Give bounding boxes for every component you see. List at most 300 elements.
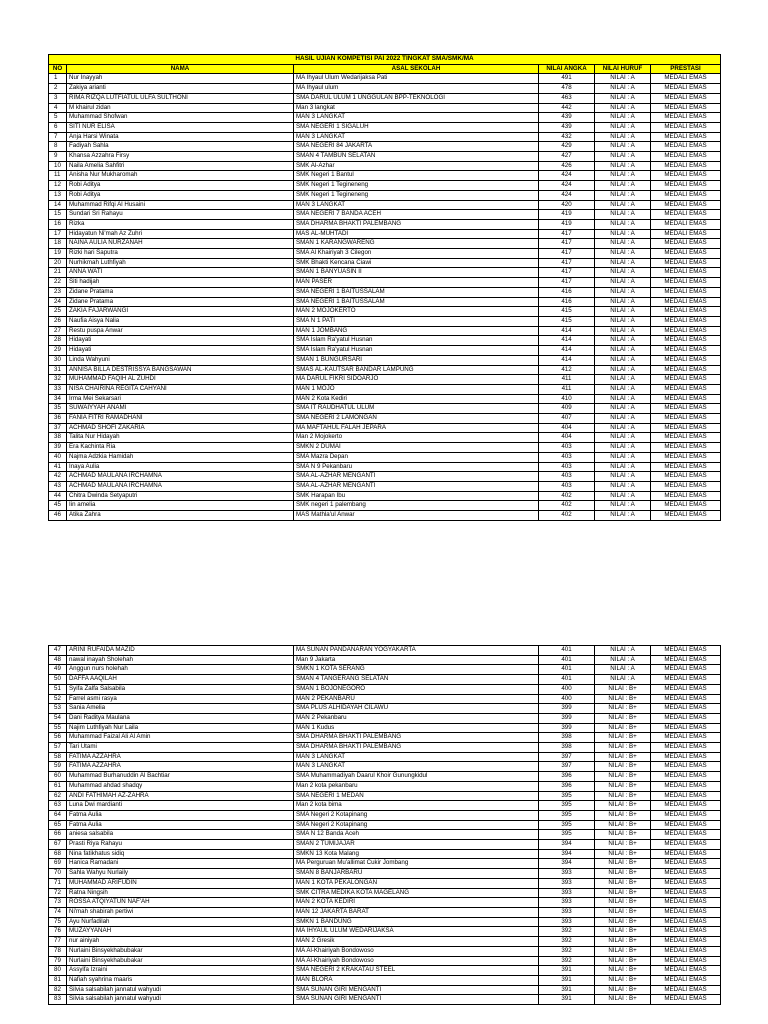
cell-prestasi: MEDALI EMAS [651,830,721,840]
cell-no: 51 [49,684,67,694]
cell-nilai-huruf: NILAI : A [595,452,651,462]
cell-prestasi: MEDALI EMAS [651,888,721,898]
cell-asal-sekolah: SMA NEGERI 1 BAITUSSALAM [294,287,539,297]
cell-nilai-huruf: NILAI : B+ [595,791,651,801]
cell-nama: Nurlaini Binsyekhabubakar [67,946,294,956]
cell-nilai-angka: 429 [539,142,595,152]
cell-nama: DAFFA AAQILAH [67,675,294,685]
cell-nama: Muhammad Faizal Ali Al Amin [67,733,294,743]
cell-nilai-huruf: NILAI : A [595,316,651,326]
table-row [49,810,721,820]
table-row [49,171,721,181]
cell-asal-sekolah: MA Perguruan Mu'allimat Cukir Jombang [294,859,539,869]
cell-asal-sekolah: MAN BLORA [294,975,539,985]
table-row [49,200,721,210]
cell-no: 43 [49,481,67,491]
table-row [49,472,721,482]
table-row [49,830,721,840]
cell-asal-sekolah: SMA NEGERI 1 MEDAN [294,791,539,801]
cell-prestasi: MEDALI EMAS [651,336,721,346]
table-row [49,297,721,307]
cell-prestasi: MEDALI EMAS [651,132,721,142]
cell-nilai-huruf: NILAI : A [595,190,651,200]
cell-nilai-huruf: NILAI : A [595,74,651,84]
cell-asal-sekolah: SMA PLUS ALHIDAYAH CILAWU [294,704,539,714]
cell-nilai-huruf: NILAI : A [595,404,651,414]
cell-nilai-angka: 432 [539,132,595,142]
cell-nilai-huruf: NILAI : A [595,346,651,356]
table-body-page-1 [49,74,721,520]
cell-asal-sekolah: SMAN 1 KARANGWARENG [294,239,539,249]
table-row [49,433,721,443]
cell-asal-sekolah: SMK Negeri 1 Tegineneng [294,181,539,191]
cell-prestasi: MEDALI EMAS [651,394,721,404]
cell-asal-sekolah: SMK negeri 1 palembang [294,501,539,511]
table-row [49,239,721,249]
cell-prestasi: MEDALI EMAS [651,840,721,850]
cell-prestasi: MEDALI EMAS [651,161,721,171]
cell-nama: Tari Utami [67,743,294,753]
cell-no: 80 [49,966,67,976]
cell-asal-sekolah: SMA DHARMA BHAKTI PALEMBANG [294,733,539,743]
cell-no: 65 [49,820,67,830]
cell-prestasi: MEDALI EMAS [651,365,721,375]
table-title: HASIL UJIAN KOMPETISI PAI 2022 TINGKAT SMA/SMK/MA [49,55,721,65]
cell-nilai-angka: 417 [539,249,595,259]
table-row [49,384,721,394]
cell-no: 30 [49,355,67,365]
cell-nilai-angka: 419 [539,210,595,220]
cell-asal-sekolah: SMA AL-AZHAR MENGANTI [294,472,539,482]
cell-nilai-angka: 414 [539,326,595,336]
table-row [49,665,721,675]
table-row [49,93,721,103]
table-row [49,404,721,414]
cell-asal-sekolah: SMA Negeri 2 Kotapinang [294,820,539,830]
cell-no: 76 [49,927,67,937]
cell-nilai-huruf: NILAI : A [595,501,651,511]
cell-nilai-huruf: NILAI : B+ [595,859,651,869]
table-row [49,74,721,84]
table-row [49,655,721,665]
cell-nilai-angka: 417 [539,278,595,288]
cell-prestasi: MEDALI EMAS [651,772,721,782]
cell-nama: Sundari Sri Rahayu [67,210,294,220]
cell-asal-sekolah: MAN 12 JAKARTA BARAT [294,907,539,917]
cell-prestasi: MEDALI EMAS [651,762,721,772]
table-row [49,84,721,94]
cell-prestasi: MEDALI EMAS [651,93,721,103]
cell-prestasi: MEDALI EMAS [651,404,721,414]
cell-nilai-huruf: NILAI : A [595,326,651,336]
table-row [49,287,721,297]
table-row [49,190,721,200]
table-row [49,878,721,888]
cell-prestasi: MEDALI EMAS [651,210,721,220]
cell-nilai-huruf: NILAI : B+ [595,966,651,976]
cell-nilai-angka: 393 [539,888,595,898]
cell-nama: Najma Adzkia Hamidah [67,452,294,462]
cell-nilai-angka: 399 [539,713,595,723]
table-row [49,723,721,733]
cell-nama: ACHMAD SHOFI ZAKARIA [67,423,294,433]
cell-prestasi: MEDALI EMAS [651,956,721,966]
cell-nilai-angka: 424 [539,181,595,191]
table-row [49,375,721,385]
cell-nilai-huruf: NILAI : B+ [595,723,651,733]
table-row [49,268,721,278]
cell-prestasi: MEDALI EMAS [651,462,721,472]
cell-asal-sekolah: Man 3 langkat [294,103,539,113]
table-row [49,704,721,714]
cell-no: 14 [49,200,67,210]
header-asal-sekolah: ASAL SEKOLAH [294,64,539,74]
table-row [49,278,721,288]
cell-prestasi: MEDALI EMAS [651,907,721,917]
table-row [49,675,721,685]
cell-no: 48 [49,655,67,665]
cell-prestasi: MEDALI EMAS [651,258,721,268]
cell-asal-sekolah: SMA Al Khairiyah 3 Cilegon [294,249,539,259]
cell-nama: SITI NUR ELISA [67,122,294,132]
header-nilai-huruf: NILAI HURUF [595,64,651,74]
cell-no: 39 [49,443,67,453]
cell-prestasi: MEDALI EMAS [651,975,721,985]
table-row [49,316,721,326]
cell-prestasi: MEDALI EMAS [651,375,721,385]
cell-no: 13 [49,190,67,200]
cell-nilai-huruf: NILAI : A [595,278,651,288]
cell-nama: FATIMA AZZAHRA [67,762,294,772]
cell-asal-sekolah: SMK Negeri 1 Bantul [294,171,539,181]
cell-nama: ROSSA ATQIYATUN NAF'AH [67,898,294,908]
cell-nama: Fadiyah Sahla [67,142,294,152]
cell-nilai-angka: 426 [539,161,595,171]
cell-nilai-huruf: NILAI : A [595,462,651,472]
cell-no: 52 [49,694,67,704]
cell-nilai-angka: 399 [539,704,595,714]
table-row [49,501,721,511]
cell-nilai-huruf: NILAI : B+ [595,869,651,879]
cell-prestasi: MEDALI EMAS [651,995,721,1005]
cell-no: 6 [49,122,67,132]
cell-nilai-angka: 417 [539,268,595,278]
cell-nilai-huruf: NILAI : B+ [595,830,651,840]
cell-nilai-huruf: NILAI : B+ [595,840,651,850]
cell-nilai-huruf: NILAI : A [595,103,651,113]
cell-no: 27 [49,326,67,336]
results-table-page-1 [48,54,721,521]
header-no: NO [49,64,67,74]
table-row [49,956,721,966]
cell-nilai-huruf: NILAI : A [595,491,651,501]
cell-asal-sekolah: MAN 1 MOJO [294,384,539,394]
cell-nilai-huruf: NILAI : A [595,307,651,317]
cell-nilai-huruf: NILAI : A [595,365,651,375]
cell-prestasi: MEDALI EMAS [651,820,721,830]
cell-asal-sekolah: MA Al-Khairiyah Bondowoso [294,946,539,956]
cell-nama: Naufia Aisya Nalia [67,316,294,326]
cell-nama: Hidayati [67,336,294,346]
cell-nilai-angka: 391 [539,966,595,976]
cell-nilai-huruf: NILAI : B+ [595,713,651,723]
cell-asal-sekolah: SMK CITRA MEDIKA KOTA MAGELANG [294,888,539,898]
table-row [49,462,721,472]
cell-nilai-huruf: NILAI : B+ [595,917,651,927]
table-row [49,326,721,336]
cell-no: 56 [49,733,67,743]
cell-nilai-huruf: NILAI : B+ [595,704,651,714]
cell-nama: Atika Zahra [67,511,294,521]
cell-nama: Muhammad ahdad shadqy [67,781,294,791]
cell-nilai-huruf: NILAI : B+ [595,684,651,694]
cell-nilai-angka: 392 [539,927,595,937]
table-row [49,801,721,811]
cell-prestasi: MEDALI EMAS [651,704,721,714]
cell-nilai-huruf: NILAI : A [595,219,651,229]
cell-asal-sekolah: SMA NEGERI 1 BAITUSSALAM [294,297,539,307]
cell-asal-sekolah: SMK Harapan Ibu [294,491,539,501]
table-body-page-2 [49,646,721,1005]
table-row [49,772,721,782]
table-row [49,219,721,229]
table-row [49,365,721,375]
cell-nama: ACHMAD MAULANA IRCHAMNA [67,481,294,491]
cell-nilai-huruf: NILAI : B+ [595,752,651,762]
cell-nama: ANNA WATI [67,268,294,278]
cell-prestasi: MEDALI EMAS [651,801,721,811]
cell-asal-sekolah: MA Al-Khairiyah Bondowoso [294,956,539,966]
cell-asal-sekolah: MA Ihyaul Ulum Wedarijaksa Pati [294,74,539,84]
cell-no: 67 [49,840,67,850]
cell-nama: Rizki hari Saputra [67,249,294,259]
cell-nilai-angka: 491 [539,74,595,84]
cell-nilai-angka: 394 [539,859,595,869]
cell-nama: Khansa Azzahra Firsy [67,152,294,162]
cell-nama: NISA CHAIRINA REGITA CAHYANI [67,384,294,394]
cell-no: 72 [49,888,67,898]
table-row [49,888,721,898]
cell-prestasi: MEDALI EMAS [651,268,721,278]
cell-nilai-huruf: NILAI : B+ [595,888,651,898]
cell-nama: Inaya Aulia [67,462,294,472]
cell-no: 46 [49,511,67,521]
cell-nama: MUHAMMAD ARIFUDIN [67,878,294,888]
cell-asal-sekolah: SMK Al-Azhar [294,161,539,171]
cell-nilai-huruf: NILAI : B+ [595,772,651,782]
cell-nama: Zakiya arianti [67,84,294,94]
cell-nama: Ayu Nurfadilah [67,917,294,927]
table-row [49,103,721,113]
cell-no: 68 [49,849,67,859]
table-row [49,869,721,879]
table-row [49,646,721,656]
cell-nilai-angka: 396 [539,781,595,791]
cell-asal-sekolah: SMA Negeri 2 Kotapinang [294,810,539,820]
cell-nama: Assyifa Izraini [67,966,294,976]
cell-nama: Ratna Ningsih [67,888,294,898]
cell-nama: ANNISA BILLA DESTRISSYA BANGSAWAN [67,365,294,375]
table-row [49,152,721,162]
cell-prestasi: MEDALI EMAS [651,452,721,462]
cell-asal-sekolah: MAS Mathla'ul Anwar [294,511,539,521]
cell-no: 25 [49,307,67,317]
cell-asal-sekolah: SMA Muhammadiyah Daarul Khoir Gunungkidul [294,772,539,782]
cell-nilai-angka: 442 [539,103,595,113]
cell-prestasi: MEDALI EMAS [651,675,721,685]
cell-asal-sekolah: MAN 2 KOTA KEDIRI [294,898,539,908]
cell-nama: Luna Dwi mardianti [67,801,294,811]
cell-nama: Nurlaini Binsyekhabubakar [67,956,294,966]
cell-asal-sekolah: Man 2 kota pekanbaru [294,781,539,791]
cell-nama: ZAKIA FAJARWANGI [67,307,294,317]
cell-asal-sekolah: MAN PASER [294,278,539,288]
cell-asal-sekolah: SMA NEGERI 1 SIGALUH [294,122,539,132]
cell-nama: Silvia salsabilah jannatul wahyudi [67,995,294,1005]
cell-nilai-huruf: NILAI : A [595,161,651,171]
cell-asal-sekolah: MAN 1 Kudus [294,723,539,733]
table-row [49,684,721,694]
cell-prestasi: MEDALI EMAS [651,190,721,200]
cell-nama: Ni'mah shabirah pertiwi [67,907,294,917]
cell-asal-sekolah: SMAN 4 TAMBUN SELATAN [294,152,539,162]
cell-prestasi: MEDALI EMAS [651,229,721,239]
cell-asal-sekolah: SMA NEGERI 84 JAKARTA [294,142,539,152]
cell-nilai-angka: 392 [539,946,595,956]
cell-nilai-huruf: NILAI : A [595,472,651,482]
table-row [49,491,721,501]
cell-no: 53 [49,704,67,714]
cell-nama: nawal inayah Sholehah [67,655,294,665]
cell-no: 17 [49,229,67,239]
cell-prestasi: MEDALI EMAS [651,713,721,723]
cell-asal-sekolah: SMK Negeri 1 Tegineneng [294,190,539,200]
table-row [49,820,721,830]
cell-prestasi: MEDALI EMAS [651,985,721,995]
cell-nilai-huruf: NILAI : B+ [595,762,651,772]
cell-prestasi: MEDALI EMAS [651,781,721,791]
cell-no: 24 [49,297,67,307]
cell-no: 29 [49,346,67,356]
cell-nilai-huruf: NILAI : A [595,142,651,152]
cell-no: 49 [49,665,67,675]
table-row [49,258,721,268]
cell-nama: Fatma Aulia [67,810,294,820]
cell-prestasi: MEDALI EMAS [651,684,721,694]
cell-nilai-angka: 424 [539,190,595,200]
cell-nama: Hidayatun Ni'mah Az Zuhri [67,229,294,239]
table-row [49,752,721,762]
cell-prestasi: MEDALI EMAS [651,927,721,937]
cell-nilai-angka: 414 [539,346,595,356]
cell-asal-sekolah: SMAN 1 BOJONEGORO [294,684,539,694]
cell-prestasi: MEDALI EMAS [651,74,721,84]
cell-nilai-angka: 397 [539,752,595,762]
cell-nama: Muhammad Rifqi Al Husaini [67,200,294,210]
cell-nama: M khairul zidan [67,103,294,113]
cell-nama: Muhammad Burhanuddin Al Bachtiar [67,772,294,782]
cell-no: 64 [49,810,67,820]
cell-asal-sekolah: SMA DHARMA BHAKTI PALEMBANG [294,219,539,229]
cell-nilai-huruf: NILAI : B+ [595,733,651,743]
cell-asal-sekolah: MAN 2 PEKANBARU [294,694,539,704]
cell-nilai-angka: 395 [539,830,595,840]
cell-no: 42 [49,472,67,482]
table-row [49,713,721,723]
cell-no: 58 [49,752,67,762]
cell-nilai-angka: 403 [539,443,595,453]
cell-nilai-angka: 393 [539,878,595,888]
cell-no: 55 [49,723,67,733]
results-sheet-page-1 [48,54,720,521]
table-row [49,995,721,1005]
table-row [49,181,721,191]
cell-asal-sekolah: MA SUNAN PANDANARAN YOGYAKARTA [294,646,539,656]
cell-no: 2 [49,84,67,94]
cell-nilai-huruf: NILAI : A [595,249,651,259]
cell-prestasi: MEDALI EMAS [651,355,721,365]
cell-asal-sekolah: MA IHYAUL ULUM WEDARIJAKSA [294,927,539,937]
cell-prestasi: MEDALI EMAS [651,316,721,326]
table-row [49,927,721,937]
cell-no: 26 [49,316,67,326]
cell-nilai-angka: 403 [539,481,595,491]
cell-no: 16 [49,219,67,229]
cell-prestasi: MEDALI EMAS [651,937,721,947]
cell-prestasi: MEDALI EMAS [651,946,721,956]
cell-asal-sekolah: SMAN 1 BUNGURSARI [294,355,539,365]
cell-nilai-huruf: NILAI : B+ [595,985,651,995]
cell-no: 32 [49,375,67,385]
cell-asal-sekolah: MAN 2 Kota Kediri [294,394,539,404]
cell-nilai-angka: 398 [539,733,595,743]
cell-nilai-angka: 403 [539,472,595,482]
cell-nilai-angka: 398 [539,743,595,753]
cell-nilai-huruf: NILAI : B+ [595,781,651,791]
cell-nilai-huruf: NILAI : A [595,394,651,404]
cell-nilai-huruf: NILAI : B+ [595,743,651,753]
table-row [49,966,721,976]
cell-nilai-huruf: NILAI : A [595,375,651,385]
cell-nilai-angka: 417 [539,229,595,239]
cell-nilai-angka: 395 [539,810,595,820]
cell-asal-sekolah: SMA Islam Ra'yatul Husnan [294,336,539,346]
table-row [49,394,721,404]
cell-nama: Linda Wahyuni [67,355,294,365]
cell-nama: Talita Nur Hidayah [67,433,294,443]
cell-asal-sekolah: SMAN 2 TUMIJAJAR [294,840,539,850]
cell-no: 8 [49,142,67,152]
table-row [49,791,721,801]
cell-nilai-angka: 401 [539,646,595,656]
cell-prestasi: MEDALI EMAS [651,966,721,976]
table-row [49,113,721,123]
cell-nama: Najim Luthfiyah Nur Laila [67,723,294,733]
cell-asal-sekolah: MAN 2 Gresik [294,937,539,947]
cell-nama: NAINA AULIA NURZANAH [67,239,294,249]
cell-prestasi: MEDALI EMAS [651,326,721,336]
cell-nilai-angka: 411 [539,384,595,394]
cell-nilai-huruf: NILAI : A [595,384,651,394]
table-row [49,414,721,424]
cell-nilai-huruf: NILAI : A [595,355,651,365]
cell-nama: Anggun nurs holehah [67,665,294,675]
cell-nilai-angka: 463 [539,93,595,103]
cell-asal-sekolah: SMA SUNAN GIRI MENGANTI [294,985,539,995]
cell-no: 78 [49,946,67,956]
cell-no: 59 [49,762,67,772]
cell-asal-sekolah: SMA DARUL ULUM 1 UNGGULAN BPP-TEKNOLOGI [294,93,539,103]
